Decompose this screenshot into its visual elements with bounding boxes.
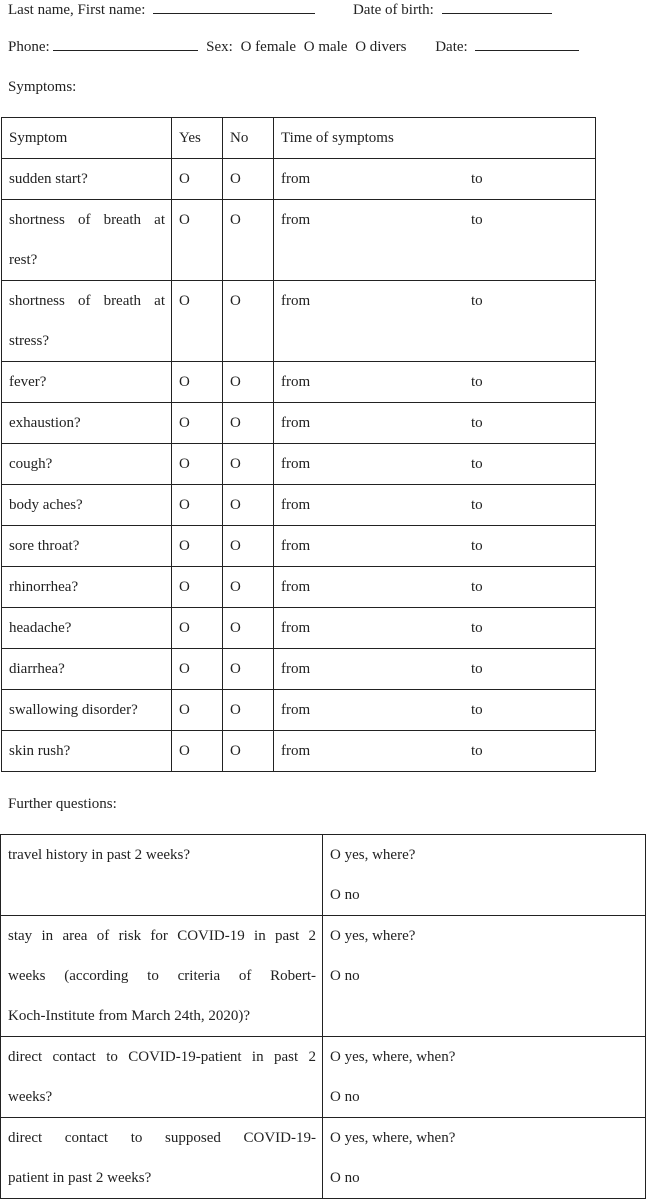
- from-label: from: [281, 620, 311, 636]
- to-label: to: [471, 661, 483, 677]
- from-label: from: [281, 171, 311, 187]
- symptom-yes-option[interactable]: O: [172, 526, 223, 567]
- name-label: Last name, First name:: [8, 2, 146, 18]
- to-label: to: [471, 538, 483, 554]
- symptom-name-line: stress?: [9, 333, 49, 349]
- symptom-name: [2, 608, 172, 649]
- date-blank[interactable]: [475, 50, 579, 51]
- symptom-name-line: cough?: [9, 456, 53, 472]
- symptom-row: [2, 200, 596, 281]
- question-line: weeks?: [8, 1089, 53, 1105]
- symptom-no-option[interactable]: O: [223, 200, 274, 281]
- symptom-name: [2, 567, 172, 608]
- to-label: to: [471, 293, 483, 309]
- yes-option[interactable]: O yes, where?: [330, 928, 416, 944]
- answer-options: [323, 1118, 646, 1199]
- symptom-yes-option[interactable]: O: [172, 731, 223, 772]
- no-option[interactable]: O no: [330, 1170, 360, 1186]
- from-label: from: [281, 415, 311, 431]
- from-label: from: [281, 579, 311, 595]
- question-row: [1, 835, 646, 916]
- to-label: to: [471, 702, 483, 718]
- no-option[interactable]: O no: [330, 968, 360, 984]
- symptom-yes-option[interactable]: O: [172, 362, 223, 403]
- symptom-time-cell[interactable]: [274, 485, 596, 526]
- sex-option-divers[interactable]: O divers: [355, 39, 407, 55]
- symptom-name-line: shortness of breath at: [9, 293, 165, 309]
- answer-options: [323, 1037, 646, 1118]
- symptom-no-option[interactable]: O: [223, 362, 274, 403]
- symptom-row: [2, 485, 596, 526]
- question-text: [1, 1037, 323, 1118]
- sex-label: Sex:: [206, 39, 233, 55]
- from-label: from: [281, 497, 311, 513]
- symptom-row: [2, 649, 596, 690]
- yes-option[interactable]: O yes, where?: [330, 847, 416, 863]
- question-row: [1, 1037, 646, 1118]
- symptom-name-line: fever?: [9, 374, 47, 390]
- dob-blank[interactable]: [442, 13, 552, 14]
- phone-label: Phone:: [8, 39, 50, 55]
- phone-sex-date-line: [8, 40, 579, 55]
- symptom-no-option[interactable]: O: [223, 649, 274, 690]
- yes-option[interactable]: O yes, where, when?: [330, 1130, 456, 1146]
- col-header-symptom: Symptom: [2, 118, 172, 159]
- symptom-name-line: rhinorrhea?: [9, 579, 79, 595]
- symptom-name: [2, 362, 172, 403]
- symptom-name-line: shortness of breath at: [9, 212, 165, 228]
- symptom-no-option[interactable]: O: [223, 731, 274, 772]
- symptom-yes-option[interactable]: O: [172, 403, 223, 444]
- symptom-name-line: exhaustion?: [9, 415, 81, 431]
- symptom-row: [2, 403, 596, 444]
- from-label: from: [281, 702, 311, 718]
- symptom-yes-option[interactable]: O: [172, 281, 223, 362]
- symptom-name: [2, 159, 172, 200]
- dob-label: Date of birth:: [352, 2, 434, 18]
- question-row: [1, 916, 646, 1037]
- symptom-yes-option[interactable]: O: [172, 159, 223, 200]
- to-label: to: [471, 212, 483, 228]
- symptom-name: [2, 649, 172, 690]
- from-label: from: [281, 293, 311, 309]
- question-line: weeks (according to criteria of Robert-: [8, 968, 316, 984]
- further-heading: Further questions:: [8, 796, 117, 812]
- to-label: to: [471, 579, 483, 595]
- question-line: travel history in past 2 weeks?: [8, 847, 191, 863]
- symptom-yes-option[interactable]: O: [172, 649, 223, 690]
- symptom-name: [2, 690, 172, 731]
- symptom-yes-option[interactable]: O: [172, 567, 223, 608]
- symptoms-header-row: [2, 118, 596, 159]
- phone-blank[interactable]: [53, 50, 198, 51]
- question-text: [1, 835, 323, 916]
- question-line: direct contact to COVID-19-patient in past 2: [8, 1049, 316, 1065]
- symptom-name-line: diarrhea?: [9, 661, 65, 677]
- symptom-name: [2, 281, 172, 362]
- yes-option[interactable]: O yes, where, when?: [330, 1049, 456, 1065]
- symptom-time-cell[interactable]: [274, 159, 596, 200]
- symptom-name-line: sore throat?: [9, 538, 80, 554]
- symptom-name: [2, 731, 172, 772]
- name-blank[interactable]: [153, 13, 315, 14]
- col-header-time: Time of symptoms: [274, 118, 596, 159]
- symptom-no-option[interactable]: O: [223, 403, 274, 444]
- symptom-yes-option[interactable]: O: [172, 485, 223, 526]
- symptom-yes-option[interactable]: O: [172, 444, 223, 485]
- symptom-name-line: body aches?: [9, 497, 83, 513]
- from-label: from: [281, 538, 311, 554]
- symptom-row: [2, 731, 596, 772]
- to-label: to: [471, 456, 483, 472]
- symptom-no-option[interactable]: O: [223, 567, 274, 608]
- no-option[interactable]: O no: [330, 1089, 360, 1105]
- symptom-yes-option[interactable]: O: [172, 608, 223, 649]
- question-line: stay in area of risk for COVID-19 in past 2: [8, 928, 316, 944]
- to-label: to: [471, 171, 483, 187]
- symptoms-table: [1, 117, 596, 772]
- col-header-yes: Yes: [172, 118, 223, 159]
- symptom-time-cell[interactable]: [274, 690, 596, 731]
- symptoms-heading: Symptoms:: [8, 79, 77, 95]
- question-line: Koch-Institute from March 24th, 2020)?: [8, 1008, 251, 1024]
- name-dob-line: [8, 3, 552, 18]
- symptom-time-cell[interactable]: [274, 649, 596, 690]
- to-label: to: [471, 374, 483, 390]
- symptom-row: [2, 608, 596, 649]
- symptom-no-option[interactable]: O: [223, 444, 274, 485]
- symptom-no-option[interactable]: O: [223, 690, 274, 731]
- symptom-yes-option[interactable]: O: [172, 200, 223, 281]
- symptom-time-cell[interactable]: [274, 731, 596, 772]
- symptom-time-cell[interactable]: [274, 281, 596, 362]
- symptom-name: [2, 200, 172, 281]
- from-label: from: [281, 456, 311, 472]
- question-row: [1, 1118, 646, 1199]
- sex-option-male[interactable]: O male: [303, 39, 348, 55]
- symptom-time-cell[interactable]: [274, 608, 596, 649]
- symptom-no-option[interactable]: O: [223, 281, 274, 362]
- answer-options: [323, 835, 646, 916]
- no-option[interactable]: O no: [330, 887, 360, 903]
- symptom-name-line: swallowing disorder?: [9, 702, 138, 718]
- symptom-name-line: rest?: [9, 252, 38, 268]
- question-line: patient in past 2 weeks?: [8, 1170, 152, 1186]
- symptom-time-cell[interactable]: [274, 567, 596, 608]
- col-header-no: No: [223, 118, 274, 159]
- symptom-row: [2, 444, 596, 485]
- symptom-time-cell[interactable]: [274, 403, 596, 444]
- symptom-name: [2, 485, 172, 526]
- to-label: to: [471, 620, 483, 636]
- symptom-no-option[interactable]: O: [223, 159, 274, 200]
- from-label: from: [281, 374, 311, 390]
- symptom-time-cell[interactable]: [274, 526, 596, 567]
- to-label: to: [471, 415, 483, 431]
- answer-options: [323, 916, 646, 1037]
- symptom-no-option[interactable]: O: [223, 485, 274, 526]
- symptom-time-cell[interactable]: [274, 200, 596, 281]
- symptom-time-cell[interactable]: [274, 444, 596, 485]
- symptom-name: [2, 526, 172, 567]
- symptom-yes-option[interactable]: O: [172, 690, 223, 731]
- symptom-row: [2, 567, 596, 608]
- symptom-row: [2, 281, 596, 362]
- date-label: Date:: [435, 39, 468, 55]
- symptom-row: [2, 690, 596, 731]
- from-label: from: [281, 212, 311, 228]
- question-line: direct contact to supposed COVID-19-: [8, 1130, 316, 1146]
- symptom-name-line: sudden start?: [9, 171, 88, 187]
- symptom-name: [2, 444, 172, 485]
- symptom-row: [2, 159, 596, 200]
- symptom-row: [2, 526, 596, 567]
- symptom-no-option[interactable]: O: [223, 526, 274, 567]
- symptom-no-option[interactable]: O: [223, 608, 274, 649]
- to-label: to: [471, 497, 483, 513]
- question-text: [1, 1118, 323, 1199]
- question-text: [1, 916, 323, 1037]
- from-label: from: [281, 661, 311, 677]
- symptom-name: [2, 403, 172, 444]
- from-label: from: [281, 743, 311, 759]
- symptom-name-line: headache?: [9, 620, 72, 636]
- symptom-time-cell[interactable]: [274, 362, 596, 403]
- symptom-row: [2, 362, 596, 403]
- further-questions-table: [0, 834, 646, 1199]
- sex-option-female[interactable]: O female: [240, 39, 296, 55]
- to-label: to: [471, 743, 483, 759]
- symptom-name-line: skin rush?: [9, 743, 71, 759]
